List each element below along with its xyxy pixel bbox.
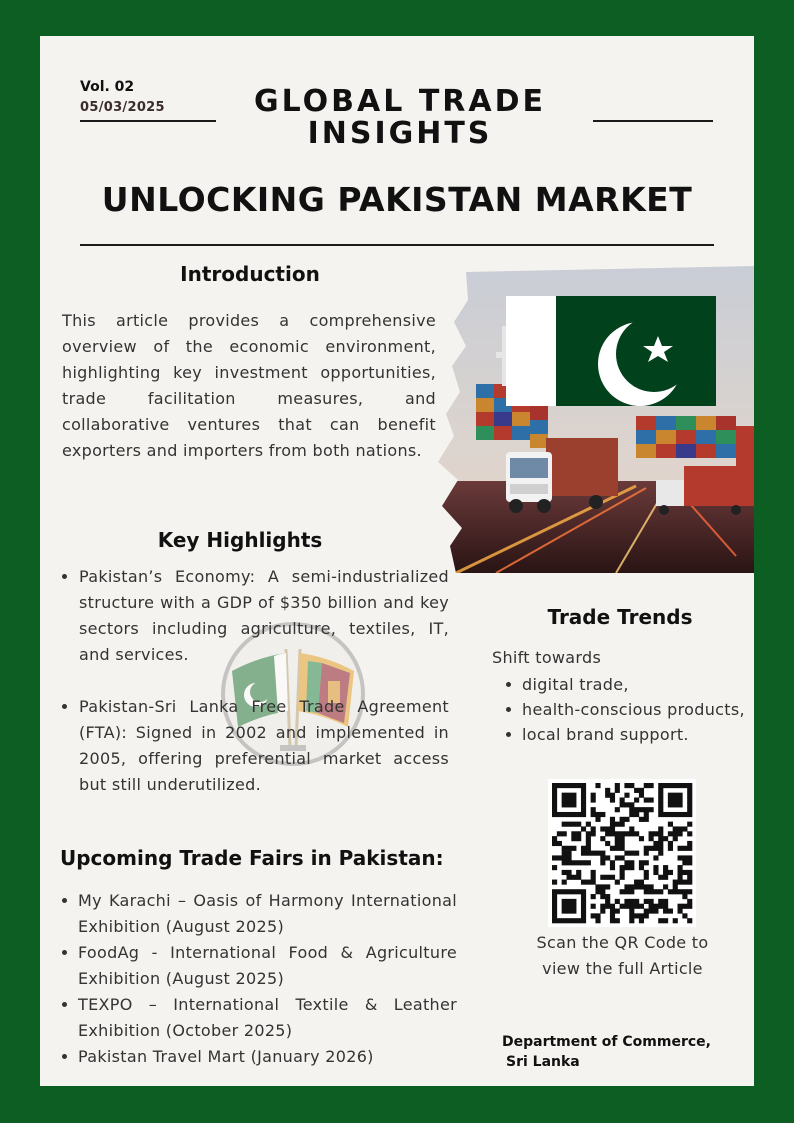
volume-label: Vol. 02	[80, 79, 135, 95]
list-item: TEXPO – International Textile & Leather Exhibition (October 2025)	[62, 992, 457, 1044]
list-item: local brand support.	[506, 722, 754, 747]
list-item: Pakistan Travel Mart (January 2026)	[62, 1044, 457, 1070]
qr-code[interactable]	[548, 779, 696, 927]
header-rule-right	[593, 120, 713, 122]
list-item: health-conscious products,	[506, 697, 754, 722]
qr-caption-line-2: view the full Article	[542, 959, 703, 978]
trade-photo	[436, 266, 754, 573]
list-item: Pakistan-Sri Lanka Free Trade Agreement (FTA): Signed in 2002 and implemented in 2005, offering preferential market access but still underutilized.	[62, 694, 449, 798]
headline: UNLOCKING PAKISTAN MARKET	[101, 180, 693, 219]
list-item: My Karachi – Oasis of Harmony International Exhibition (August 2025)	[62, 888, 457, 940]
issue-date: 05/03/2025	[80, 100, 165, 115]
introduction-heading: Introduction	[180, 262, 320, 286]
trade-fairs-heading: Upcoming Trade Fairs in Pakistan:	[60, 846, 444, 870]
qr-caption	[520, 930, 725, 982]
publisher	[502, 1032, 711, 1072]
masthead-line-2: INSIGHTS	[307, 116, 493, 151]
introduction-body: This article provides a comprehensive overview of the economic environment, highlighting key investment opportunities, trade facilitation measures, and collaborative ventures that can benefit exporters and importers from both nations.	[62, 311, 436, 460]
trade-trends-list	[506, 672, 754, 747]
key-highlights-list	[62, 564, 449, 798]
list-item: Pakistan’s Economy: A semi-industrialized structure with a GDP of $350 billion and key sectors including agriculture, textiles, IT, and services.	[62, 564, 449, 668]
headline-rule	[80, 244, 714, 246]
publisher-line-1: Department of Commerce,	[502, 1034, 711, 1050]
trade-trends-intro: Shift towards	[492, 648, 602, 667]
qr-caption-line-1: Scan the QR Code to	[536, 933, 709, 952]
header-rule-left	[80, 120, 216, 122]
masthead	[230, 86, 570, 150]
key-highlights-heading: Key Highlights	[157, 528, 323, 552]
newsletter-page	[40, 36, 754, 1086]
publisher-line-2: Sri Lanka	[506, 1054, 580, 1070]
list-item: digital trade,	[506, 672, 754, 697]
trade-fairs-list	[62, 888, 457, 1070]
masthead-line-1: GLOBAL TRADE	[254, 84, 546, 119]
trade-trends-heading: Trade Trends	[547, 605, 693, 629]
list-item: FoodAg - International Food & Agriculture Exhibition (August 2025)	[62, 940, 457, 992]
